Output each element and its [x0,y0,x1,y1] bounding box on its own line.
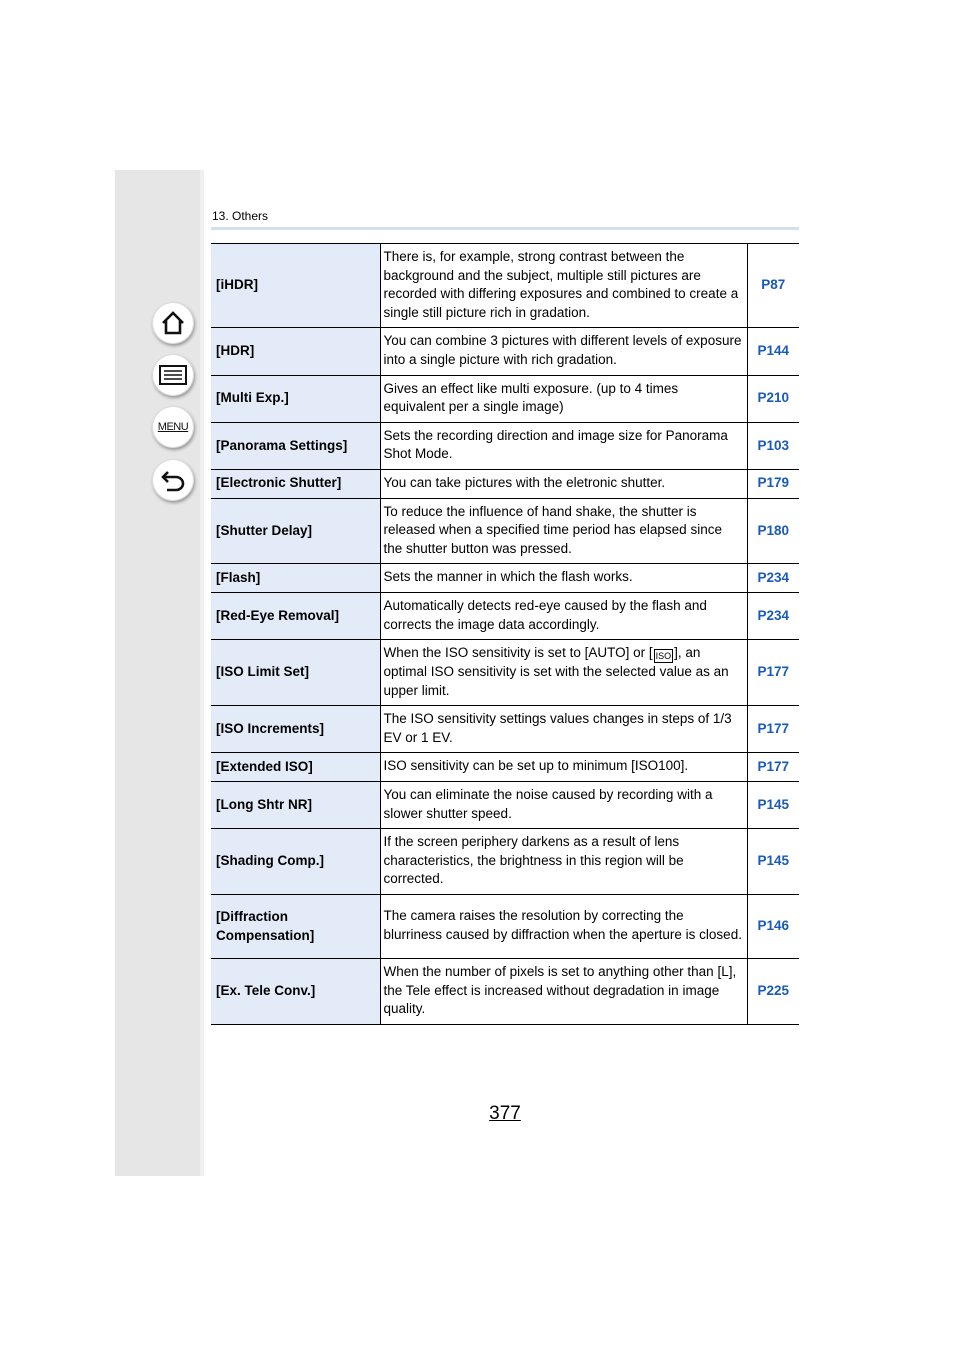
table-row [211,469,799,498]
page-link[interactable]: P145 [757,796,790,812]
setting-name: [ISO Increments] [211,706,380,753]
setting-name: [Diffraction Compensation] [211,895,380,959]
table-row [211,829,799,895]
setting-description: There is, for example, strong contrast between the background and the subject, multiple still pictures are recorded with differing exposures and combined to create a single still picture rich in gradation. [380,244,747,328]
table-row [211,706,799,753]
page-link[interactable]: P180 [757,522,790,538]
table-row [211,895,799,959]
setting-description: You can combine 3 pictures with different levels of exposure into a single picture with rich gradation. [380,328,747,375]
setting-name: [Shading Comp.] [211,829,380,895]
page-link[interactable]: P177 [757,721,790,737]
page-link[interactable]: P210 [757,390,790,406]
setting-description: Gives an effect like multi exposure. (up to 4 times equivalent per a single image) [380,375,747,422]
setting-description: Sets the manner in which the flash works. [380,564,747,593]
setting-name: [iHDR] [211,244,380,328]
page-link[interactable]: P234 [757,607,790,623]
page-link[interactable]: P177 [757,664,790,680]
setting-description: ISO sensitivity can be set up to minimum [ISO100]. [380,753,747,782]
page-link[interactable]: P225 [757,983,790,999]
table-row [211,782,799,829]
section-title: 13. Others [212,209,269,223]
setting-name: [Extended ISO] [211,753,380,782]
table-row [211,244,799,328]
intelligent-iso-icon: ISO [655,651,672,662]
setting-name: [Shutter Delay] [211,498,380,564]
list-icon [158,363,188,387]
setting-description-part: ], an optimal ISO sensitivity is set with the selected value as an upper limit. [383,645,729,698]
page-number: 377 [489,1103,521,1124]
setting-name: [ISO Limit Set] [211,640,380,706]
home-button[interactable] [152,302,194,344]
section-divider [211,227,799,230]
setting-name: [Electronic Shutter] [211,469,380,498]
setting-name: [Long Shtr NR] [211,782,380,829]
setting-description: If the screen periphery darkens as a result of lens characteristics, the brightness in this region will be corrected. [380,829,747,895]
back-arrow-icon [159,467,187,493]
table-row [211,959,799,1025]
setting-description: Sets the recording direction and image size for Panorama Shot Mode. [380,422,747,469]
setting-description: To reduce the influence of hand shake, the shutter is released when a specified time period has elapsed since the shutter button was pressed. [380,498,747,564]
table-row [211,592,799,639]
menu-icon: MENU [157,421,189,433]
setting-name: [HDR] [211,328,380,375]
page-link[interactable]: P177 [757,758,790,774]
setting-name: [Multi Exp.] [211,375,380,422]
setting-description-part: When the ISO sensitivity is set to [AUTO] or [ [383,645,653,661]
page-link[interactable]: P103 [757,437,790,453]
setting-description [380,640,747,706]
setting-name: [Red-Eye Removal] [211,592,380,639]
setting-description: Automatically detects red-eye caused by the flash and corrects the image data accordingly. [380,592,747,639]
setting-description: The ISO sensitivity settings values changes in steps of 1/3 EV or 1 EV. [380,706,747,753]
page-link[interactable]: P146 [757,918,790,934]
table-row [211,640,799,706]
sidebar-edge [200,170,204,1176]
page-link[interactable]: P234 [757,569,790,585]
page-link[interactable]: P145 [757,853,790,869]
settings-table [211,243,799,1025]
setting-description: When the number of pixels is set to anything other than [L], the Tele effect is increased without degradation in image quality. [380,959,747,1025]
table-row [211,564,799,593]
setting-name: [Flash] [211,564,380,593]
table-row [211,422,799,469]
menu-button[interactable] [152,406,194,448]
table-row [211,328,799,375]
page-link[interactable]: P87 [761,277,786,293]
setting-description: You can take pictures with the eletronic shutter. [380,469,747,498]
setting-name: [Panorama Settings] [211,422,380,469]
table-row [211,753,799,782]
table-row [211,498,799,564]
back-button[interactable] [152,459,194,501]
home-icon [159,309,187,337]
contents-button[interactable] [152,354,194,396]
page-link[interactable]: P144 [757,343,790,359]
setting-description: You can eliminate the noise caused by recording with a slower shutter speed. [380,782,747,829]
setting-description: The camera raises the resolution by correcting the blurriness caused by diffraction when the aperture is closed. [380,895,747,959]
table-row [211,375,799,422]
page-link[interactable]: P179 [757,475,790,491]
setting-name: [Ex. Tele Conv.] [211,959,380,1025]
